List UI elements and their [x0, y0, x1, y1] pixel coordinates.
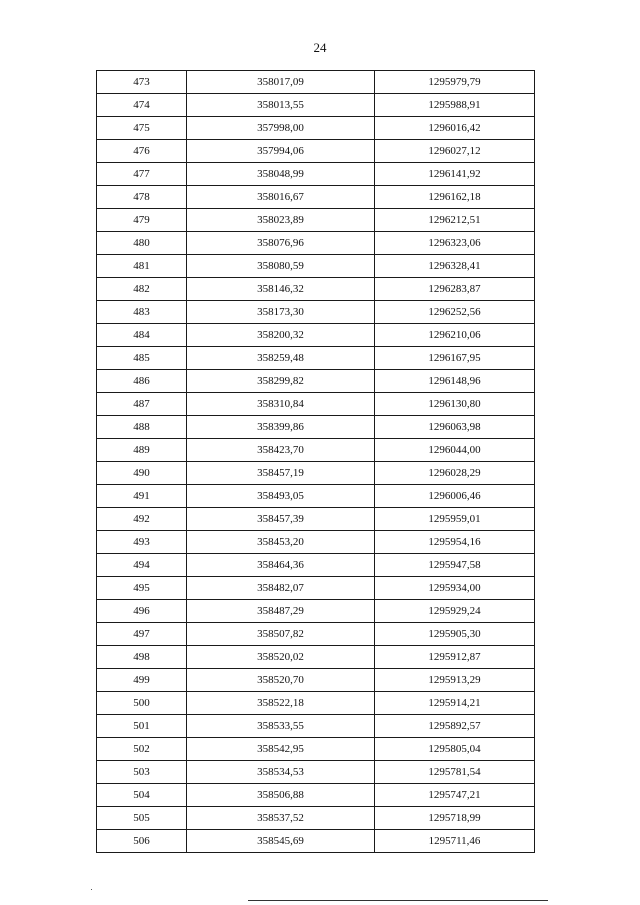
table-row — [97, 255, 535, 278]
point-number-cell: 499 — [97, 669, 187, 692]
y-coordinate-cell: 1296167,95 — [375, 347, 535, 370]
table-row — [97, 117, 535, 140]
x-coordinate-cell: 358533,55 — [187, 715, 375, 738]
x-coordinate-cell: 358507,82 — [187, 623, 375, 646]
x-coordinate-cell: 358017,09 — [187, 71, 375, 94]
y-coordinate-cell: 1295979,79 — [375, 71, 535, 94]
point-number-cell: 479 — [97, 209, 187, 232]
point-number-cell: 480 — [97, 232, 187, 255]
x-coordinate-cell: 358522,18 — [187, 692, 375, 715]
point-number-cell: 506 — [97, 830, 187, 853]
x-coordinate-cell: 358493,05 — [187, 485, 375, 508]
point-number-cell: 490 — [97, 462, 187, 485]
point-number-cell: 503 — [97, 761, 187, 784]
point-number-cell: 500 — [97, 692, 187, 715]
point-number-cell: 491 — [97, 485, 187, 508]
table-row — [97, 623, 535, 646]
point-number-cell: 494 — [97, 554, 187, 577]
table-row — [97, 301, 535, 324]
x-coordinate-cell: 358076,96 — [187, 232, 375, 255]
x-coordinate-cell: 358520,02 — [187, 646, 375, 669]
y-coordinate-cell: 1296212,51 — [375, 209, 535, 232]
point-number-cell: 505 — [97, 807, 187, 830]
table-row — [97, 784, 535, 807]
y-coordinate-cell: 1295747,21 — [375, 784, 535, 807]
y-coordinate-cell: 1295913,29 — [375, 669, 535, 692]
x-coordinate-cell: 358534,53 — [187, 761, 375, 784]
x-coordinate-cell: 358542,95 — [187, 738, 375, 761]
table-row — [97, 830, 535, 853]
y-coordinate-cell: 1296044,00 — [375, 439, 535, 462]
table-row — [97, 416, 535, 439]
x-coordinate-cell: 358464,36 — [187, 554, 375, 577]
table-row — [97, 577, 535, 600]
table-row — [97, 738, 535, 761]
y-coordinate-cell: 1295934,00 — [375, 577, 535, 600]
point-number-cell: 498 — [97, 646, 187, 669]
x-coordinate-cell: 358080,59 — [187, 255, 375, 278]
table-row — [97, 508, 535, 531]
point-number-cell: 502 — [97, 738, 187, 761]
point-number-cell: 497 — [97, 623, 187, 646]
y-coordinate-cell: 1296016,42 — [375, 117, 535, 140]
point-number-cell: 473 — [97, 71, 187, 94]
y-coordinate-cell: 1295718,99 — [375, 807, 535, 830]
point-number-cell: 489 — [97, 439, 187, 462]
point-number-cell: 487 — [97, 393, 187, 416]
x-coordinate-cell: 357998,00 — [187, 117, 375, 140]
x-coordinate-cell: 358173,30 — [187, 301, 375, 324]
y-coordinate-cell: 1296006,46 — [375, 485, 535, 508]
x-coordinate-cell: 358299,82 — [187, 370, 375, 393]
x-coordinate-cell: 357994,06 — [187, 140, 375, 163]
x-coordinate-cell: 358259,48 — [187, 347, 375, 370]
y-coordinate-cell: 1295947,58 — [375, 554, 535, 577]
y-coordinate-cell: 1295781,54 — [375, 761, 535, 784]
point-number-cell: 475 — [97, 117, 187, 140]
y-coordinate-cell: 1295805,04 — [375, 738, 535, 761]
point-number-cell: 495 — [97, 577, 187, 600]
point-number-cell: 483 — [97, 301, 187, 324]
table-row — [97, 439, 535, 462]
table-row — [97, 669, 535, 692]
x-coordinate-cell: 358423,70 — [187, 439, 375, 462]
x-coordinate-cell: 358482,07 — [187, 577, 375, 600]
y-coordinate-cell: 1296148,96 — [375, 370, 535, 393]
x-coordinate-cell: 358537,52 — [187, 807, 375, 830]
table-row — [97, 715, 535, 738]
x-coordinate-cell: 358013,55 — [187, 94, 375, 117]
point-number-cell: 478 — [97, 186, 187, 209]
y-coordinate-cell: 1296328,41 — [375, 255, 535, 278]
y-coordinate-cell: 1295711,46 — [375, 830, 535, 853]
table-row — [97, 278, 535, 301]
table-row — [97, 554, 535, 577]
point-number-cell: 482 — [97, 278, 187, 301]
y-coordinate-cell: 1295914,21 — [375, 692, 535, 715]
scan-artifact-dot — [91, 889, 92, 890]
y-coordinate-cell: 1295954,16 — [375, 531, 535, 554]
table-row — [97, 692, 535, 715]
point-number-cell: 501 — [97, 715, 187, 738]
point-number-cell: 493 — [97, 531, 187, 554]
point-number-cell: 488 — [97, 416, 187, 439]
table-row — [97, 485, 535, 508]
x-coordinate-cell: 358457,39 — [187, 508, 375, 531]
table-row — [97, 807, 535, 830]
table-row — [97, 324, 535, 347]
y-coordinate-cell: 1296252,56 — [375, 301, 535, 324]
table-row — [97, 71, 535, 94]
table-row — [97, 347, 535, 370]
x-coordinate-cell: 358200,32 — [187, 324, 375, 347]
x-coordinate-cell: 358016,67 — [187, 186, 375, 209]
x-coordinate-cell: 358399,86 — [187, 416, 375, 439]
y-coordinate-cell: 1296283,87 — [375, 278, 535, 301]
coordinates-table-body — [97, 71, 535, 853]
point-number-cell: 485 — [97, 347, 187, 370]
y-coordinate-cell: 1296162,18 — [375, 186, 535, 209]
x-coordinate-cell: 358048,99 — [187, 163, 375, 186]
y-coordinate-cell: 1296063,98 — [375, 416, 535, 439]
point-number-cell: 477 — [97, 163, 187, 186]
y-coordinate-cell: 1296323,06 — [375, 232, 535, 255]
x-coordinate-cell: 358520,70 — [187, 669, 375, 692]
table-row — [97, 140, 535, 163]
y-coordinate-cell: 1296027,12 — [375, 140, 535, 163]
y-coordinate-cell: 1296210,06 — [375, 324, 535, 347]
table-row — [97, 600, 535, 623]
y-coordinate-cell: 1295929,24 — [375, 600, 535, 623]
y-coordinate-cell: 1296028,29 — [375, 462, 535, 485]
scan-artifact-line — [248, 900, 548, 901]
point-number-cell: 481 — [97, 255, 187, 278]
point-number-cell: 474 — [97, 94, 187, 117]
point-number-cell: 486 — [97, 370, 187, 393]
y-coordinate-cell: 1295905,30 — [375, 623, 535, 646]
x-coordinate-cell: 358146,32 — [187, 278, 375, 301]
y-coordinate-cell: 1295959,01 — [375, 508, 535, 531]
point-number-cell: 484 — [97, 324, 187, 347]
y-coordinate-cell: 1295988,91 — [375, 94, 535, 117]
y-coordinate-cell: 1295912,87 — [375, 646, 535, 669]
x-coordinate-cell: 358310,84 — [187, 393, 375, 416]
table-row — [97, 646, 535, 669]
y-coordinate-cell: 1296130,80 — [375, 393, 535, 416]
point-number-cell: 496 — [97, 600, 187, 623]
table-row — [97, 232, 535, 255]
x-coordinate-cell: 358487,29 — [187, 600, 375, 623]
x-coordinate-cell: 358545,69 — [187, 830, 375, 853]
table-row — [97, 186, 535, 209]
point-number-cell: 476 — [97, 140, 187, 163]
table-row — [97, 94, 535, 117]
table-row — [97, 462, 535, 485]
point-number-cell: 492 — [97, 508, 187, 531]
point-number-cell: 504 — [97, 784, 187, 807]
x-coordinate-cell: 358457,19 — [187, 462, 375, 485]
x-coordinate-cell: 358453,20 — [187, 531, 375, 554]
y-coordinate-cell: 1295892,57 — [375, 715, 535, 738]
table-row — [97, 393, 535, 416]
table-row — [97, 370, 535, 393]
x-coordinate-cell: 358506,88 — [187, 784, 375, 807]
table-row — [97, 163, 535, 186]
table-row — [97, 761, 535, 784]
table-row — [97, 209, 535, 232]
table-row — [97, 531, 535, 554]
page-number: 24 — [313, 40, 327, 55]
y-coordinate-cell: 1296141,92 — [375, 163, 535, 186]
coordinates-table — [96, 70, 535, 853]
x-coordinate-cell: 358023,89 — [187, 209, 375, 232]
